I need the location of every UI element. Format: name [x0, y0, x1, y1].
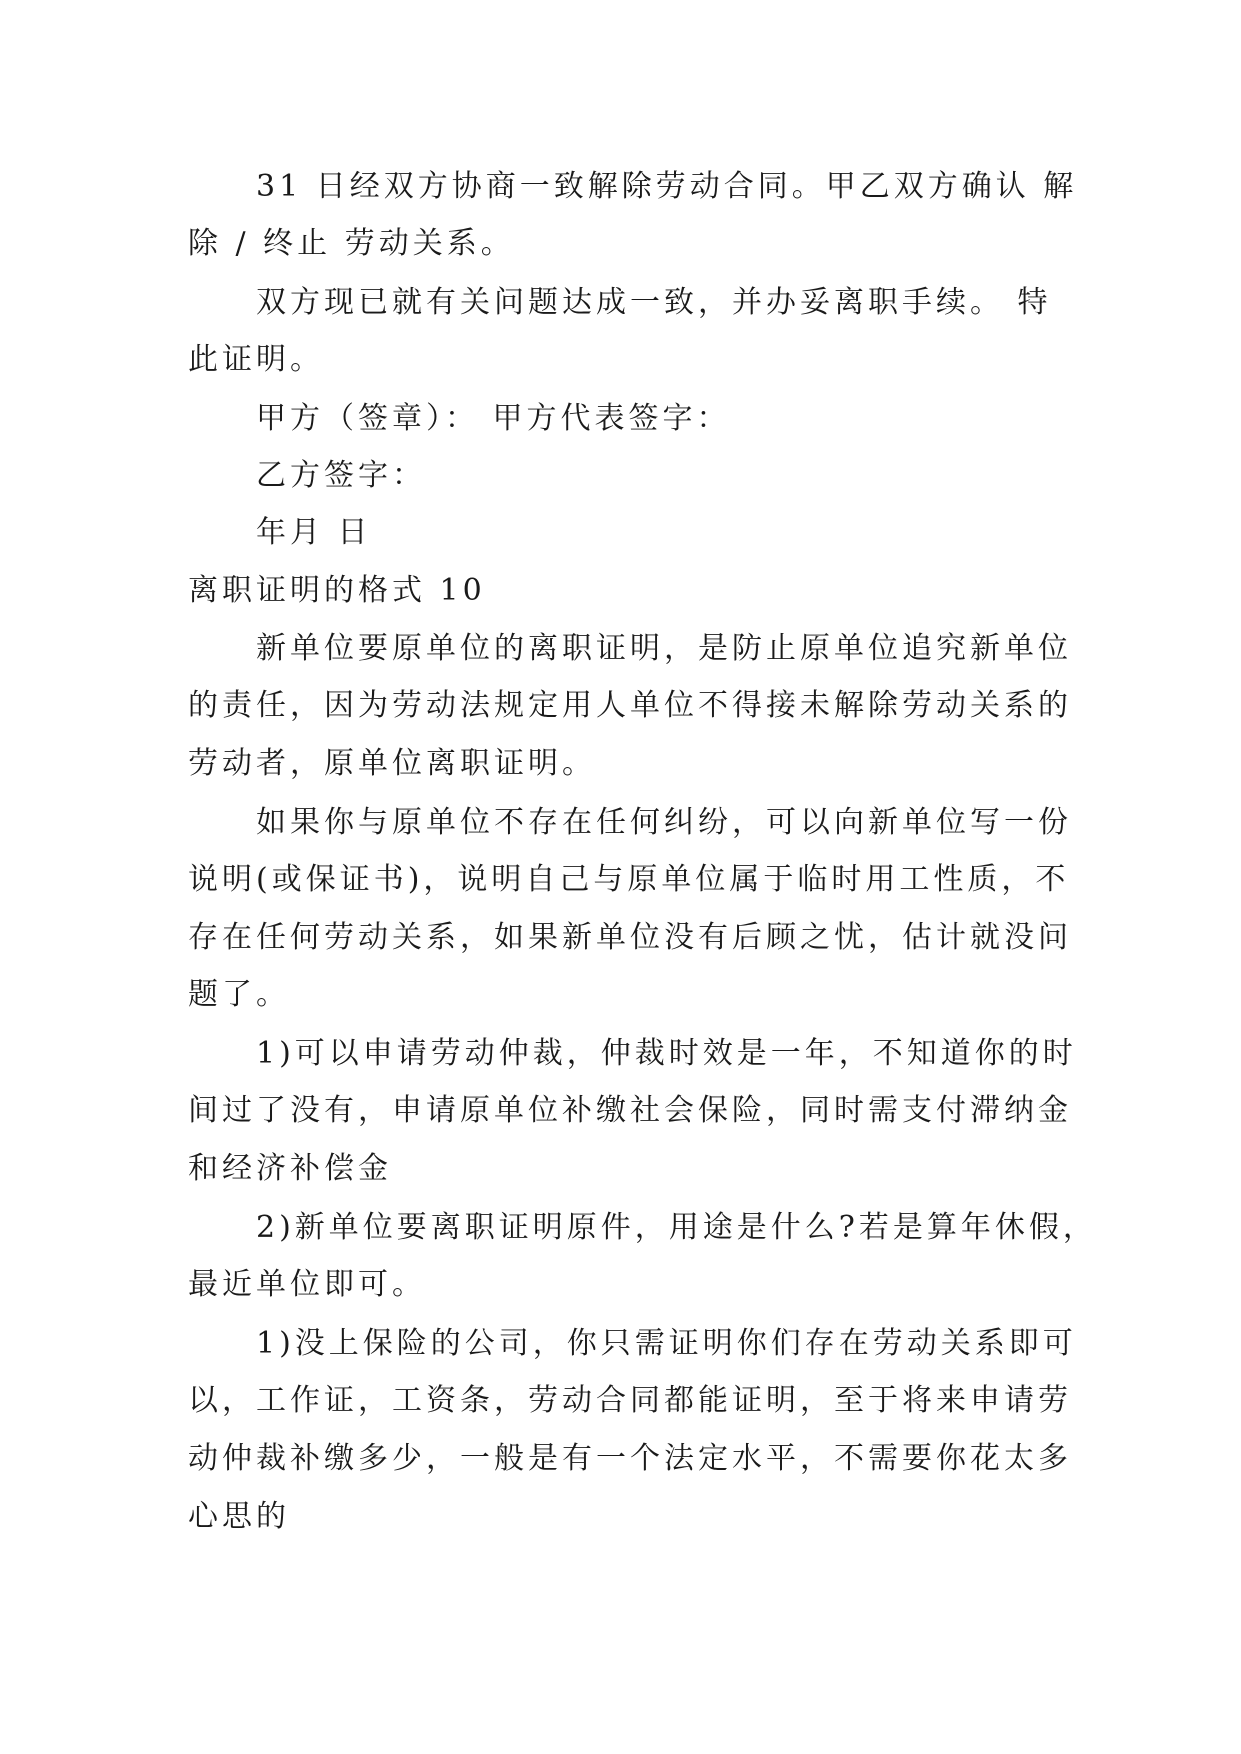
text-line: 最近单位即可。 — [188, 1267, 426, 1302]
section-heading: 离职证明的格式 10 — [188, 573, 486, 608]
text-line: 1)可以申请劳动仲裁，仲裁时效是一年，不知道你的时 — [256, 1036, 1077, 1071]
text-line: 的责任，因为劳动法规定用人单位不得接未解除劳动关系的 — [188, 688, 1072, 723]
signature-line-party-a: 甲方（签章）： 甲方代表签字： — [256, 401, 731, 436]
date-line: 年月 日 — [256, 515, 372, 550]
text-line: 说明(或保证书)，说明自己与原单位属于临时用工性质，不 — [188, 862, 1070, 897]
text-line: 心思的 — [188, 1499, 290, 1534]
text-line: 除 / 终止 劳动关系。 — [188, 226, 515, 261]
text-line: 劳动者，原单位离职证明。 — [188, 746, 596, 781]
text-line: 31 日经双方协商一致解除劳动合同。甲乙双方确认 解 — [256, 169, 1078, 204]
text-line: 以，工作证，工资条，劳动合同都能证明，至于将来申请劳 — [188, 1383, 1072, 1418]
text-line: 1)没上保险的公司，你只需证明你们存在劳动关系即可 — [256, 1326, 1077, 1361]
text-line: 动仲裁补缴多少，一般是有一个法定水平，不需要你花太多 — [188, 1441, 1072, 1476]
text-line: 此证明。 — [188, 342, 324, 377]
text-line: 和经济补偿金 — [188, 1151, 392, 1186]
text-line: 2)新单位要离职证明原件，用途是什么?若是算年休假， — [256, 1210, 1097, 1245]
text-line: 新单位要原单位的离职证明，是防止原单位追究新单位 — [256, 631, 1072, 666]
text-line: 存在任何劳动关系，如果新单位没有后顾之忧，估计就没问 — [188, 920, 1072, 955]
text-line: 如果你与原单位不存在任何纠纷，可以向新单位写一份 — [256, 805, 1072, 840]
signature-line-party-b: 乙方签字： — [256, 458, 426, 493]
text-line: 间过了没有，申请原单位补缴社会保险，同时需支付滞纳金 — [188, 1093, 1072, 1128]
text-line: 双方现已就有关问题达成一致，并办妥离职手续。 特 — [256, 285, 1052, 320]
text-line: 题了。 — [188, 977, 290, 1012]
